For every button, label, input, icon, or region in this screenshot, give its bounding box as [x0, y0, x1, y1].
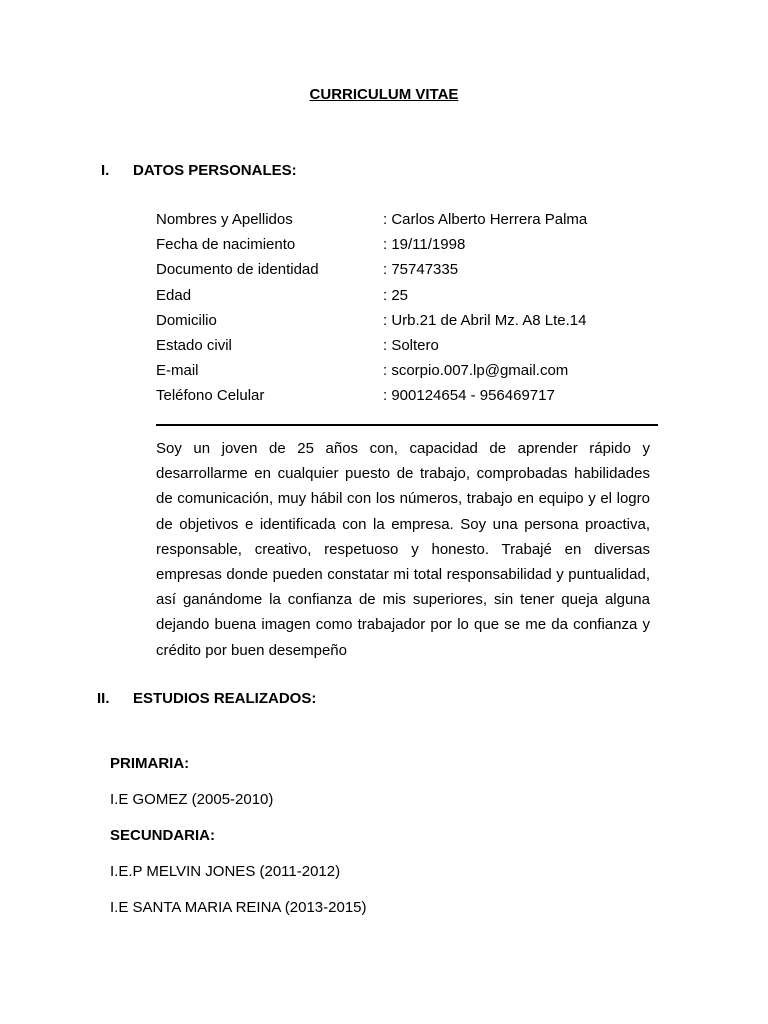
field-label: Documento de identidad — [156, 261, 319, 279]
personal-row-civil-status — [156, 336, 676, 361]
school-entry: I.E SANTA MARIA REINA (2013-2015) — [110, 899, 367, 916]
section-number: II. — [97, 690, 110, 707]
field-value: : scorpio.007.lp@gmail.com — [383, 362, 569, 380]
personal-row-id — [156, 260, 676, 285]
field-value: : Urb.21 de Abril Mz. A8 Lte.14 — [383, 311, 587, 329]
personal-row-address — [156, 311, 676, 336]
section-title: DATOS PERSONALES: — [133, 162, 297, 179]
field-value: : 900124654 - 956469717 — [383, 387, 555, 405]
personal-row-age — [156, 286, 676, 311]
section-number: I. — [101, 162, 110, 179]
divider-line — [156, 424, 658, 426]
profile-paragraph: Soy un joven de 25 años con, capacidad de aprender rápido y desarrollarme en cualquier puesto de trabajo, comprobadas habilidades de comunicación, muy hábil con los números, trabajo en equipo y el logro de objetivos e identificada con la empresa. Soy una persona proactiva, responsable, creativo, respetuoso y honesto. Trabajé en diversas empresas donde pueden constatar mi total responsabilidad y puntualidad, así ganándome la confianza de mis superiores, sin tener queja alguna dejando buena imagen como trabajador por lo que se me da confianza y crédito por buen desempeño — [156, 440, 650, 659]
personal-row-name — [156, 210, 676, 235]
field-label: Nombres y Apellidos — [156, 211, 293, 228]
section-title: ESTUDIOS REALIZADOS: — [133, 690, 317, 707]
secondary-heading: SECUNDARIA: — [110, 827, 215, 844]
school-entry: I.E.P MELVIN JONES (2011-2012) — [110, 863, 341, 880]
field-label: Domicilio — [156, 311, 217, 329]
field-label: Teléfono Celular — [156, 387, 265, 405]
primary-heading: PRIMARIA: — [110, 755, 190, 772]
field-value: : Carlos Alberto Herrera Palma — [383, 211, 588, 228]
personal-row-email — [156, 361, 676, 386]
school-entry: I.E GOMEZ (2005-2010) — [110, 791, 274, 808]
field-value: : 19/11/1998 — [383, 236, 466, 254]
field-value: : Soltero — [383, 336, 439, 354]
personal-data-list — [156, 210, 676, 412]
field-label: Fecha de nacimiento — [156, 236, 296, 254]
field-value: : 25 — [383, 286, 409, 304]
document-title: CURRICULUM VITAE — [309, 86, 459, 103]
field-value: : 75747335 — [383, 261, 459, 279]
personal-row-phone — [156, 386, 676, 411]
field-label: E-mail — [156, 362, 199, 380]
personal-row-birthdate — [156, 235, 676, 260]
field-label: Estado civil — [156, 336, 232, 354]
field-label: Edad — [156, 286, 192, 304]
